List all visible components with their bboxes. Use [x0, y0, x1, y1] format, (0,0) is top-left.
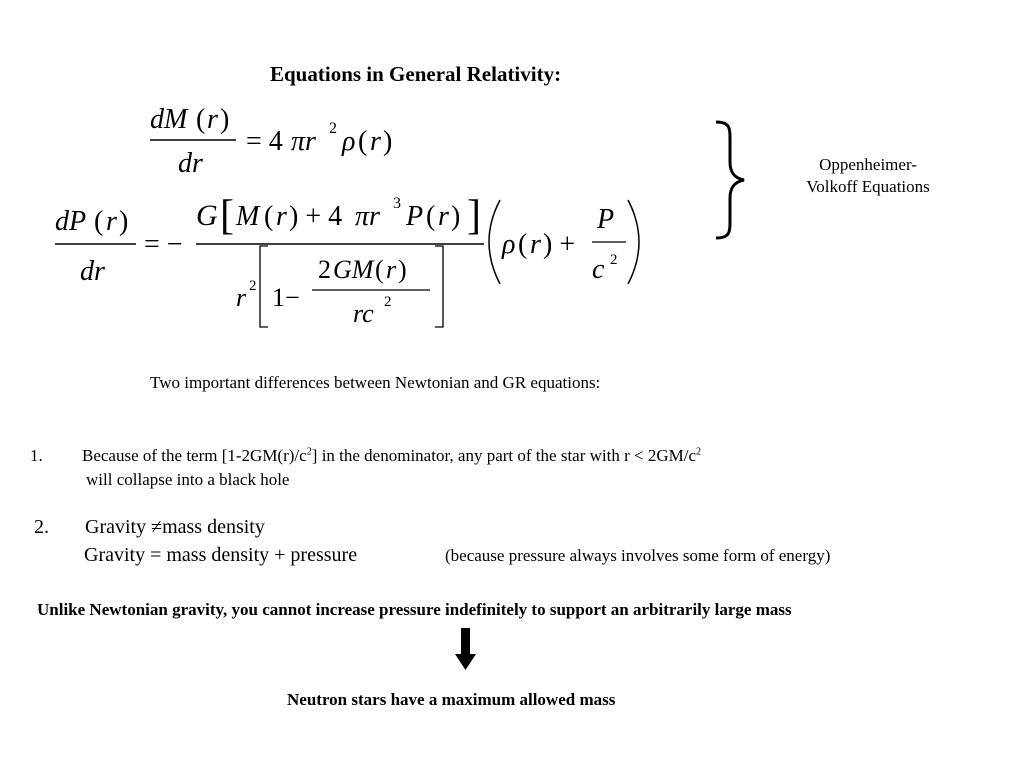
svg-text:2: 2 — [318, 255, 331, 284]
svg-text:3: 3 — [393, 195, 401, 212]
svg-text:dr: dr — [178, 148, 203, 179]
svg-text:dM: dM — [150, 104, 188, 135]
svg-text:) +: ) + — [543, 229, 576, 260]
item1-line2: will collapse into a black hole — [86, 470, 290, 489]
svg-text:(: ( — [426, 201, 436, 232]
down-arrow-icon — [455, 628, 476, 670]
svg-text:rc: rc — [353, 299, 374, 328]
slide-title: Equations in General Relativity: — [270, 62, 562, 86]
item2-line1: Gravity ≠mass density — [85, 516, 265, 538]
svg-text:(: ( — [358, 126, 368, 157]
svg-text:) + 4: ) + 4 — [289, 201, 343, 232]
item1-sup1: 2 — [306, 446, 312, 458]
equation-1 — [150, 104, 392, 179]
svg-text:GM: GM — [333, 255, 374, 284]
brace-label-line2: Volkoff Equations — [806, 177, 930, 196]
svg-text:(: ( — [94, 206, 104, 237]
svg-text:1−: 1− — [272, 283, 300, 312]
svg-text:(: ( — [264, 201, 274, 232]
svg-text:]: ] — [467, 193, 481, 239]
svg-text:): ) — [220, 104, 230, 135]
svg-text:(: ( — [375, 255, 384, 284]
svg-text:M: M — [236, 201, 260, 232]
svg-text:): ) — [383, 126, 393, 157]
svg-text:dP: dP — [55, 206, 87, 237]
item2-line2: Gravity = mass density + pressure — [84, 544, 358, 566]
svg-text:ρ: ρ — [502, 229, 516, 260]
item1-number: 1. — [30, 446, 43, 465]
svg-text:P: P — [597, 204, 615, 235]
svg-text:r: r — [236, 283, 247, 312]
svg-text:P: P — [406, 201, 424, 232]
svg-text:2: 2 — [384, 294, 392, 310]
svg-text:2: 2 — [249, 278, 257, 294]
svg-text:ρ: ρ — [342, 126, 356, 157]
svg-text:πr: πr — [355, 201, 380, 232]
svg-text:(: ( — [518, 229, 528, 260]
svg-text:(: ( — [196, 104, 206, 135]
svg-text:[: [ — [220, 193, 234, 239]
svg-text:2: 2 — [329, 120, 337, 137]
brace-label-line1: Oppenheimer- — [819, 155, 917, 174]
svg-text:r: r — [276, 201, 287, 232]
svg-text:r: r — [370, 126, 381, 157]
svg-text:r: r — [438, 201, 449, 232]
item2-number: 2. — [34, 516, 49, 538]
oppenheimer-volkoff-label — [788, 154, 948, 198]
equation-2 — [55, 193, 639, 328]
svg-text:): ) — [398, 255, 407, 284]
svg-text:): ) — [451, 201, 461, 232]
svg-text:c: c — [592, 254, 605, 285]
item1-line1-part2: ] in the denominator, any part of the star with r < 2GM/c — [311, 446, 697, 465]
svg-text:): ) — [119, 206, 129, 237]
svg-text:r: r — [207, 104, 218, 135]
svg-text:r: r — [530, 229, 541, 260]
svg-text:= 4: = 4 — [246, 126, 283, 157]
svg-text:= −: = − — [144, 229, 183, 260]
svg-text:r: r — [386, 255, 397, 284]
item2-note: (because pressure always involves some form of energy) — [445, 546, 831, 565]
svg-text:πr: πr — [291, 126, 316, 157]
item1-line1 — [82, 446, 701, 466]
svg-text:dr: dr — [80, 256, 105, 287]
curly-brace-icon — [716, 122, 744, 238]
conclusion-text: Unlike Newtonian gravity, you cannot increase pressure indefinitely to support an arbitrarily large mass — [37, 600, 792, 619]
final-statement: Neutron stars have a maximum allowed mass — [287, 690, 616, 709]
svg-text:2: 2 — [610, 252, 618, 268]
svg-text:G: G — [196, 199, 218, 232]
svg-text:r: r — [106, 206, 117, 237]
item1-sup2: 2 — [696, 446, 702, 458]
item1-line1-part1: Because of the term [1-2GM(r)/c — [82, 446, 307, 465]
differences-subtitle: Two important differences between Newtonian and GR equations: — [150, 373, 601, 392]
